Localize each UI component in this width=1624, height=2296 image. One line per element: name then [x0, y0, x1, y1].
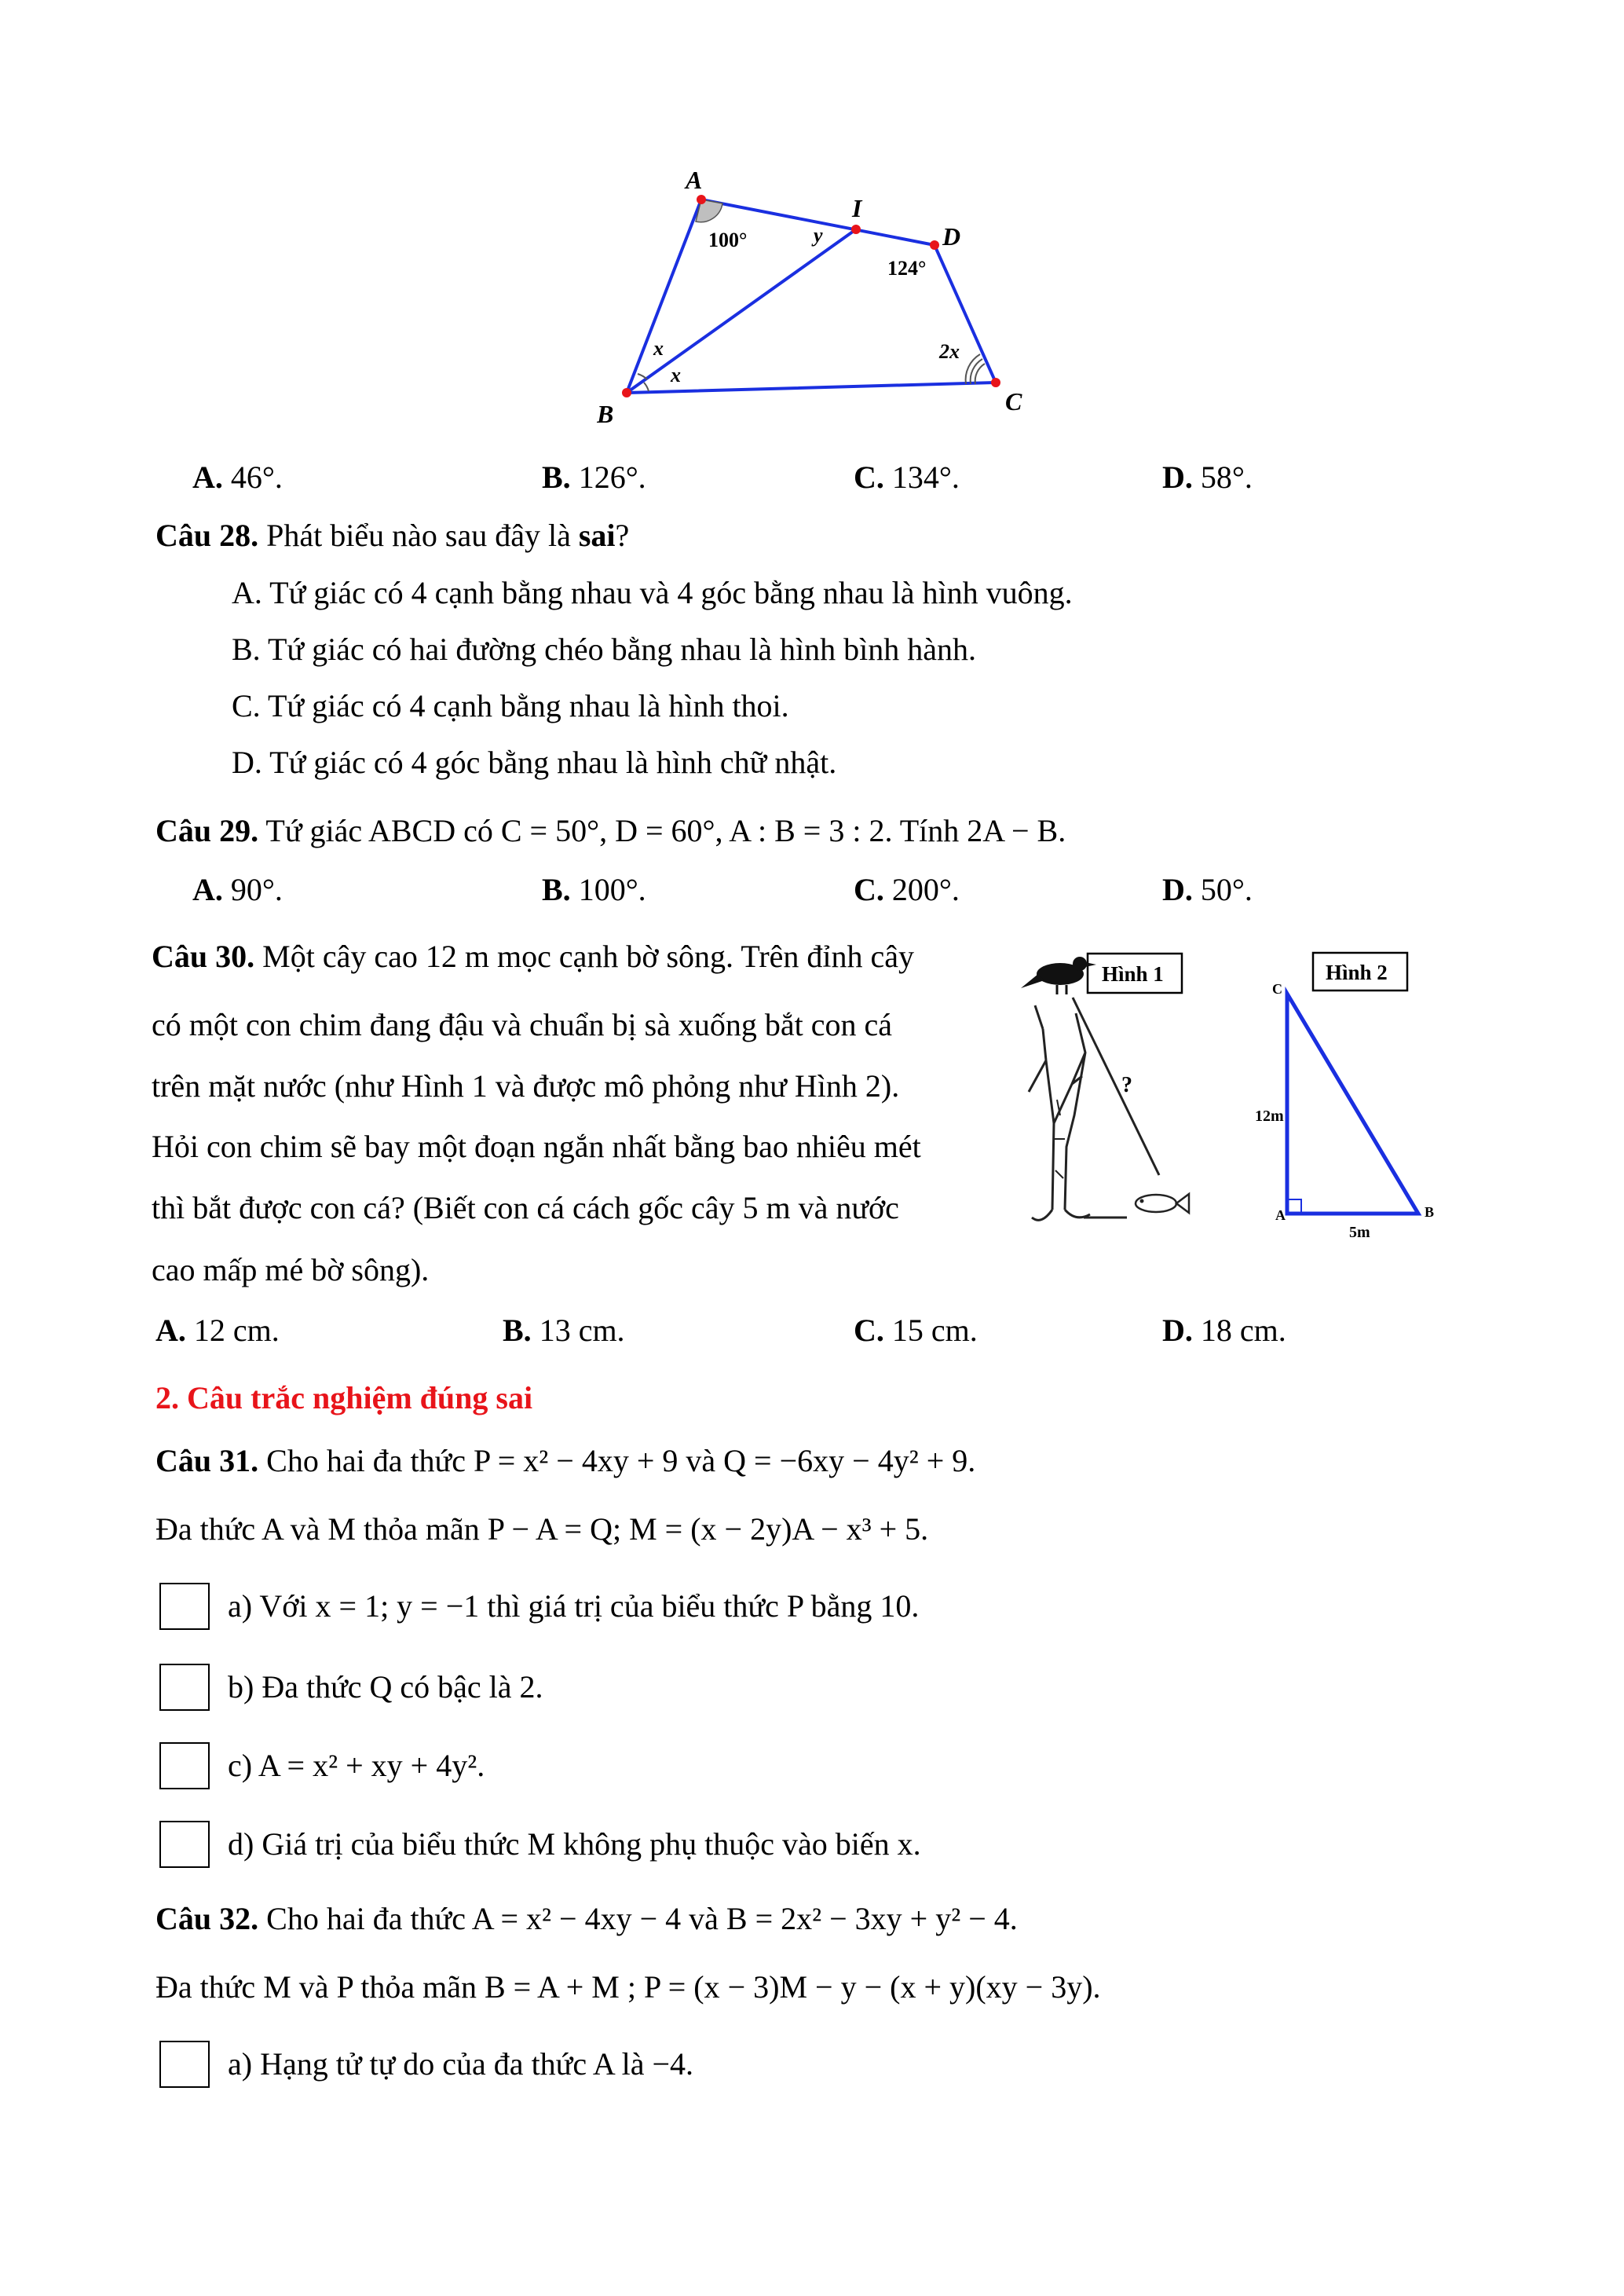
- q30-option-a[interactable]: [155, 1315, 280, 1346]
- point-b: [622, 388, 631, 397]
- label-2x: 2x: [939, 340, 960, 363]
- q28-option-c[interactable]: C. Tứ giác có 4 cạnh bằng nhau là hình thoi.: [232, 688, 789, 723]
- question-label: Câu 30.: [152, 939, 255, 974]
- option-label: D.: [1162, 460, 1193, 495]
- q29-option-a[interactable]: [192, 874, 283, 906]
- label-d: D: [942, 222, 961, 251]
- option-label: B.: [542, 872, 571, 907]
- label-x1: x: [653, 337, 664, 360]
- question-label: Câu 31.: [155, 1443, 259, 1478]
- label-b: B: [1425, 1204, 1435, 1220]
- q31-item-c: c) A = x² + xy + 4y².: [228, 1748, 485, 1783]
- q30-line-5: thì bắt được con cá? (Biết con cá cách gốc cây 5 m và nước: [152, 1190, 899, 1225]
- question-label: Câu 29.: [155, 813, 259, 848]
- option-text: 50°.: [1200, 872, 1253, 907]
- option-label: B.: [542, 460, 571, 495]
- option-text: 13 cm.: [539, 1313, 625, 1348]
- q27-option-d[interactable]: [1162, 462, 1253, 493]
- fish-icon: [1136, 1194, 1189, 1213]
- question-text: Phát biểu nào sau đây là: [266, 518, 571, 553]
- option-label: C.: [854, 1313, 884, 1348]
- label-c: C: [1272, 981, 1282, 997]
- label-y: y: [814, 224, 823, 247]
- q31-item-a: a) Với x = 1; y = −1 thì giá trị của biểu thức P bằng 10.: [228, 1588, 920, 1624]
- q30-line-4: Hỏi con chim sẽ bay một đoạn ngắn nhất bằng bao nhiêu mét: [152, 1129, 921, 1164]
- option-label: D.: [1162, 872, 1193, 907]
- option-label: A.: [192, 872, 223, 907]
- label-angle-a: 100°: [708, 229, 748, 251]
- q32-line-1: [155, 1903, 1018, 1935]
- flight-question-mark: ?: [1121, 1073, 1132, 1097]
- q29-option-d[interactable]: [1162, 874, 1253, 906]
- question-text: Tứ giác ABCD có C = 50°, D = 60°, A : B = 3 : 2. Tính 2A − B.: [265, 813, 1066, 848]
- q29-option-c[interactable]: [854, 874, 960, 906]
- point-a: [697, 195, 706, 204]
- bird-tree-figure: [997, 943, 1209, 1241]
- q29-stem: [155, 815, 1066, 847]
- quadrilateral-figure: [597, 157, 1037, 440]
- right-angle-mark: [1287, 1199, 1301, 1214]
- q27-option-c[interactable]: [854, 462, 960, 493]
- q28-option-d[interactable]: D. Tứ giác có 4 góc bằng nhau là hình chữ nhật.: [232, 745, 837, 780]
- q32-a-checkbox[interactable]: [159, 2041, 210, 2088]
- label-a: A: [1275, 1207, 1286, 1223]
- point-d: [930, 240, 939, 250]
- angle-mark-c: [966, 354, 985, 384]
- option-label: C.: [854, 872, 884, 907]
- flight-path: [1073, 998, 1159, 1175]
- question-label: Câu 32.: [155, 1901, 259, 1936]
- option-label: B.: [503, 1313, 532, 1348]
- option-text: 200°.: [891, 872, 960, 907]
- q31-line-2: Đa thức A và M thỏa mãn P − A = Q; M = (x − 2y)A − x³ + 5.: [155, 1511, 929, 1547]
- q30-line-1: [152, 941, 914, 972]
- q29-option-b[interactable]: [542, 874, 646, 906]
- q27-option-b[interactable]: [542, 462, 646, 493]
- label-c: C: [1005, 387, 1022, 416]
- hinh2-label: Hình 2: [1326, 961, 1388, 984]
- tree-icon: [1029, 1005, 1090, 1220]
- question-text: Một cây cao 12 m mọc cạnh bờ sông. Trên đỉnh cây: [262, 939, 915, 974]
- option-text: 46°.: [230, 460, 283, 495]
- q28-stem: [155, 520, 629, 551]
- question-text: Cho hai đa thức A = x² − 4xy − 4 và B = 2x² − 3xy + y² − 4.: [266, 1901, 1018, 1936]
- label-b: B: [597, 400, 614, 428]
- q30-line-2: có một con chim đang đậu và chuẩn bị sà xuống bắt con cá: [152, 1007, 893, 1042]
- option-label: D.: [1162, 1313, 1193, 1348]
- q32-item-a: a) Hạng tử tự do của đa thức A là −4.: [228, 2046, 694, 2082]
- q31-item-b: b) Đa thức Q có bậc là 2.: [228, 1669, 543, 1705]
- q31-b-checkbox[interactable]: [159, 1664, 210, 1711]
- option-label: C.: [854, 460, 884, 495]
- bird-icon: [1021, 957, 1096, 994]
- question-text: Cho hai đa thức P = x² − 4xy + 9 và Q = −6xy − 4y² + 9.: [266, 1443, 976, 1478]
- option-text: 18 cm.: [1200, 1313, 1286, 1348]
- label-angle-d: 124°: [887, 257, 927, 280]
- option-text: 15 cm.: [891, 1313, 978, 1348]
- hinh1-label: Hình 1: [1102, 962, 1164, 986]
- label-width: 5m: [1349, 1224, 1370, 1241]
- triangle-cab: [1287, 994, 1418, 1214]
- q27-option-a[interactable]: [192, 462, 283, 493]
- q30-option-d[interactable]: [1162, 1315, 1286, 1346]
- angle-mark-b-1: [638, 374, 647, 379]
- q31-a-checkbox[interactable]: [159, 1583, 210, 1630]
- q31-c-checkbox[interactable]: [159, 1742, 210, 1789]
- question-label: Câu 28.: [155, 518, 259, 553]
- option-text: 100°.: [578, 872, 646, 907]
- option-label: A.: [192, 460, 223, 495]
- question-end: ?: [615, 518, 630, 553]
- option-label: A.: [155, 1313, 186, 1348]
- q28-option-b[interactable]: B. Tứ giác có hai đường chéo bằng nhau là hình bình hành.: [232, 632, 977, 667]
- label-x2: x: [671, 364, 681, 386]
- option-text: 12 cm.: [193, 1313, 280, 1348]
- segment-bi: [627, 229, 856, 393]
- angle-mark-b-2: [644, 383, 649, 391]
- right-triangle-figure: [1241, 947, 1453, 1245]
- q30-option-b[interactable]: [503, 1315, 625, 1346]
- label-a: A: [686, 166, 703, 194]
- q31-line-1: [155, 1445, 975, 1477]
- option-text: 90°.: [230, 872, 283, 907]
- option-text: 126°.: [578, 460, 646, 495]
- label-i: I: [852, 194, 862, 222]
- option-text: 134°.: [891, 460, 960, 495]
- label-height: 12m: [1255, 1108, 1284, 1125]
- point-c: [991, 378, 1000, 387]
- q32-line-2: Đa thức M và P thỏa mãn B = A + M ; P = (x − 3)M − y − (x + y)(xy − 3y).: [155, 1969, 1101, 2005]
- q28-option-a[interactable]: A. Tứ giác có 4 cạnh bằng nhau và 4 góc bằng nhau là hình vuông.: [232, 575, 1073, 610]
- quad-abcd: [627, 200, 996, 393]
- q30-option-c[interactable]: [854, 1315, 978, 1346]
- q30-line-3: trên mặt nước (như Hình 1 và được mô phỏng như Hình 2).: [152, 1068, 900, 1104]
- q30-line-6: cao mấp mé bờ sông).: [152, 1252, 430, 1287]
- q31-item-d: d) Giá trị của biểu thức M không phụ thuộc vào biến x.: [228, 1826, 921, 1862]
- question-emphasis: sai: [578, 518, 616, 553]
- option-text: 58°.: [1200, 460, 1253, 495]
- q31-d-checkbox[interactable]: [159, 1821, 210, 1868]
- point-i: [851, 225, 861, 234]
- section-heading: 2. Câu trắc nghiệm đúng sai: [155, 1380, 533, 1415]
